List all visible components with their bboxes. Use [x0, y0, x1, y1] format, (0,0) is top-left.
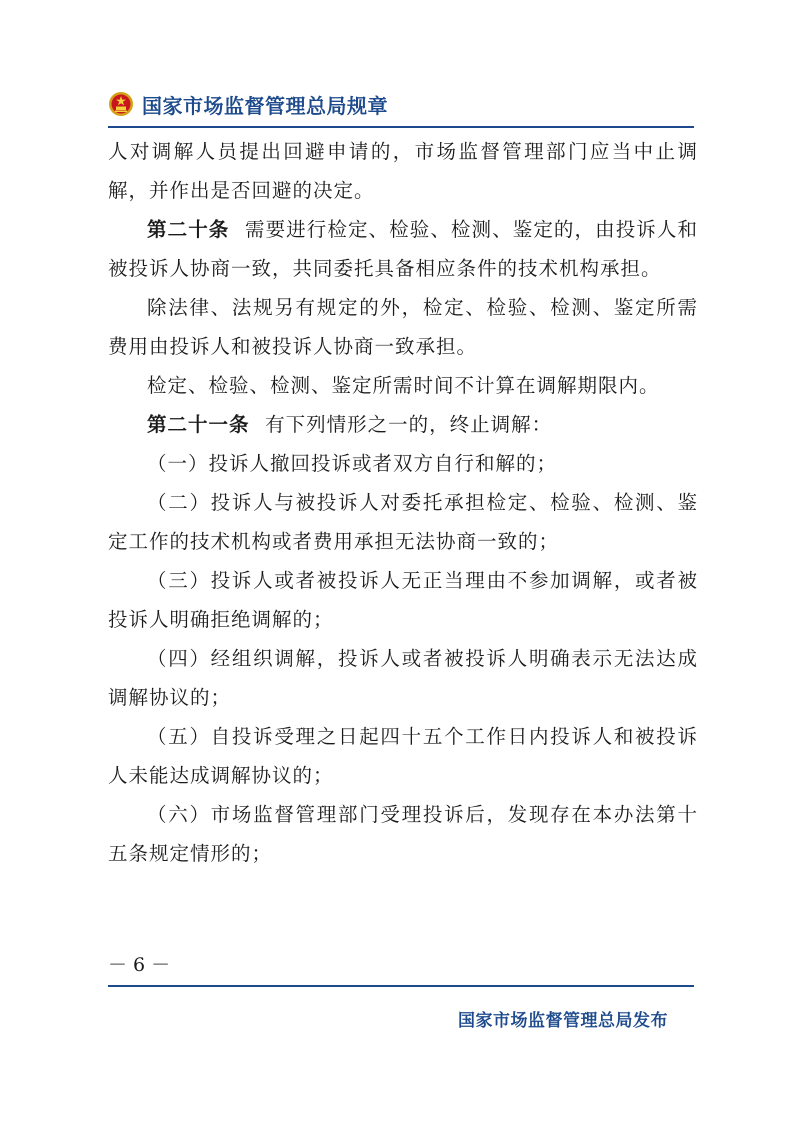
list-item: （二）投诉人与被投诉人对委托承担检定、检验、检测、鉴定工作的技术机构或者费用承担无法协商一致的； — [108, 491, 698, 553]
article-20 — [108, 210, 698, 288]
article-text: 需要进行检定、检验、检测、鉴定的，由投诉人和被投诉人协商一致，共同委托具备相应条件的技术机构承担。 — [108, 218, 698, 280]
list-item: （三）投诉人或者被投诉人无正当理由不参加调解，或者被投诉人明确拒绝调解的； — [108, 569, 698, 631]
header-divider — [108, 126, 694, 128]
list-item: （四）经组织调解，投诉人或者被投诉人明确表示无法达成调解协议的； — [108, 647, 698, 709]
article-text: 有下列情形之一的，终止调解： — [265, 413, 553, 436]
list-item: （六）市场监督管理部门受理投诉后，发现存在本办法第十五条规定情形的； — [108, 803, 698, 865]
list-item: （五）自投诉受理之日起四十五个工作日内投诉人和被投诉人未能达成调解协议的； — [108, 725, 698, 787]
article-label: 第二十条 — [147, 218, 230, 241]
article-21 — [108, 405, 698, 444]
paragraph: 除法律、法规另有规定的外，检定、检验、检测、鉴定所需费用由投诉人和被投诉人协商一致承担。 — [108, 296, 698, 358]
document-body — [108, 132, 698, 873]
page-header — [108, 84, 698, 124]
paragraph: 人对调解人员提出回避申请的，市场监督管理部门应当中止调解，并作出是否回避的决定。 — [108, 140, 698, 202]
footer-divider — [108, 985, 694, 987]
article-label: 第二十一条 — [147, 413, 250, 436]
paragraph: 检定、检验、检测、鉴定所需时间不计算在调解期限内。 — [147, 374, 660, 397]
national-emblem-icon — [108, 91, 134, 117]
list-item: （一）投诉人撤回投诉或者双方自行和解的； — [147, 452, 558, 475]
header-title: 国家市场监督管理总局规章 — [142, 93, 388, 118]
footer-publisher: 国家市场监督管理总局发布 — [458, 1011, 668, 1031]
page-number: － 6 － — [108, 954, 171, 976]
